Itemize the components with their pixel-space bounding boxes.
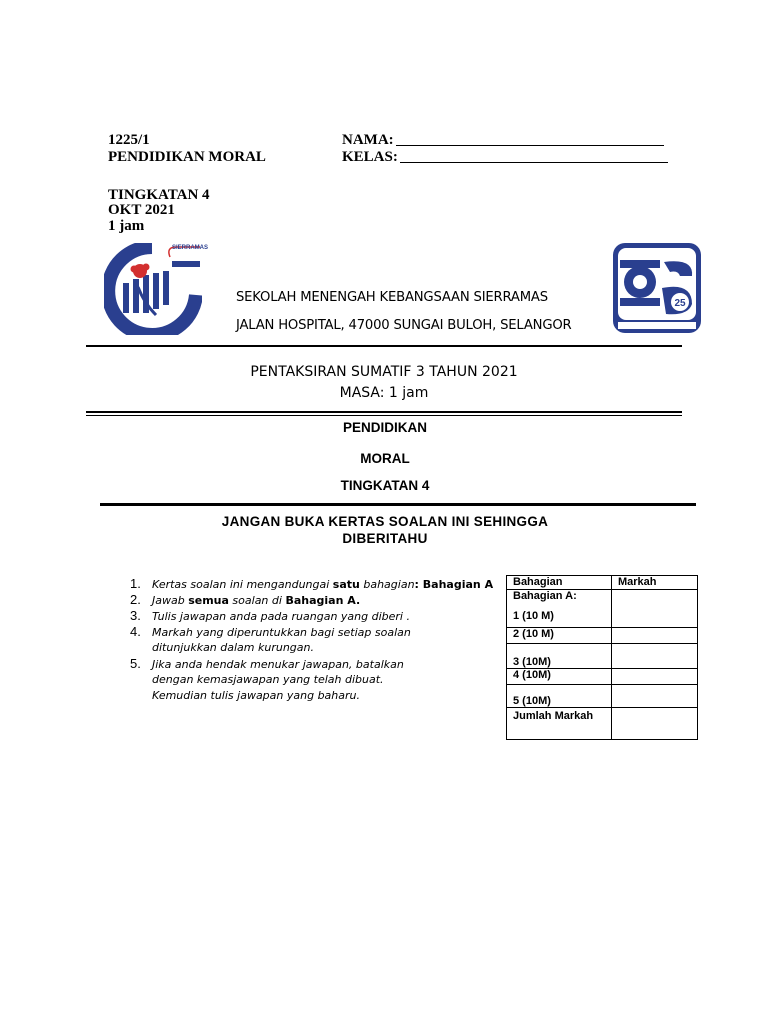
mark-cell[interactable] [612, 644, 698, 669]
instruction-text: Markah yang diperuntukkan bagi setiap soalan [152, 626, 411, 639]
instruction-number: 5. [130, 656, 141, 671]
divider [86, 411, 682, 413]
divider [86, 415, 682, 416]
instruction-number: 3. [130, 608, 141, 623]
subject-line-2: MORAL [360, 451, 410, 466]
warning-line-1: JANGAN BUKA KERTAS SOALAN INI SEHINGGA [221, 514, 549, 529]
subject-line-3: TINGKATAN 4 [340, 478, 430, 493]
table-header-row [507, 576, 698, 590]
warning-line-2: DIBERITAHU [342, 531, 428, 546]
table-row [507, 590, 698, 628]
table-cell: 4 (10M) [507, 669, 612, 685]
instruction-text: bahagian [359, 578, 415, 591]
divider [86, 345, 682, 347]
warning-text [190, 513, 580, 547]
table-cell: 2 (10 M) [507, 628, 612, 644]
class-line[interactable] [400, 149, 668, 163]
table-header: Markah [612, 576, 698, 590]
table-row [507, 685, 698, 708]
instruction-number: 2. [130, 592, 141, 607]
total-mark-cell[interactable] [612, 708, 698, 740]
section-label: Bahagian A: [513, 590, 577, 602]
mark-cell[interactable] [612, 669, 698, 685]
instruction-text: Jika anda hendak menukar jawapan, batalkan [152, 658, 404, 671]
instruction-item [130, 656, 404, 673]
name-label: NAMA: [342, 132, 394, 148]
table-cell: Jumlah Markah [507, 708, 612, 740]
instruction-emphasis: Bahagian A. [285, 594, 361, 607]
subject-line-1: PENDIDIKAN [342, 420, 427, 435]
table-cell [507, 590, 612, 628]
table-header: Bahagian [507, 576, 612, 590]
table-cell: 5 (10M) [507, 685, 612, 708]
instruction-continuation: Kemudian tulis jawapan yang baharu. [152, 689, 361, 702]
table-row [507, 628, 698, 644]
logo-year: 2011 [178, 255, 189, 261]
badge-number: 25 [674, 298, 686, 309]
class-label: KELAS: [342, 149, 398, 165]
logo-text: SIERRAMAS [172, 245, 209, 251]
paper-code: 1225/1 [108, 132, 150, 148]
table-cell: 3 (10M) [507, 644, 612, 669]
mark-cell[interactable] [612, 628, 698, 644]
instruction-emphasis: satu [332, 578, 360, 591]
assessment-title: PENTAKSIRAN SUMATIF 3 TAHUN 2021 [250, 364, 518, 380]
class-field[interactable] [342, 149, 668, 166]
paper-form: TINGKATAN 4 [108, 187, 210, 203]
instruction-number: 1. [130, 576, 141, 591]
school-name: SEKOLAH MENENGAH KEBANGSAAN SIERRAMAS [236, 290, 548, 305]
instruction-item [130, 624, 411, 641]
school-address: JALAN HOSPITAL, 47000 SUNGAI BULOH, SELANGOR [236, 318, 572, 333]
table-row [507, 644, 698, 669]
name-line[interactable] [396, 132, 664, 146]
instruction-text: Kertas soalan ini mengandungai [152, 578, 333, 591]
instruction-text: Tulis jawapan anda pada ruangan yang diberi . [152, 610, 410, 623]
instruction-emphasis: semua [188, 594, 229, 607]
instruction-continuation: dengan kemasjawapan yang telah dibuat. [152, 673, 384, 686]
instruction-emphasis: : Bahagian A [414, 578, 494, 591]
transformation-badge-icon [612, 242, 702, 334]
name-field[interactable] [342, 132, 664, 149]
instruction-text: soalan di [228, 594, 286, 607]
instruction-number: 4. [130, 624, 141, 639]
instruction-continuation: ditunjukkan dalam kurungan. [152, 641, 315, 654]
paper-date: OKT 2021 [108, 202, 175, 218]
instruction-item [130, 592, 360, 609]
mark-cell[interactable] [612, 685, 698, 708]
mark-cell[interactable] [612, 590, 698, 628]
table-row [507, 669, 698, 685]
question-label: 1 (10 M) [513, 610, 554, 622]
instruction-text: Jawab [152, 594, 189, 607]
assessment-time: MASA: 1 jam [339, 385, 429, 401]
instruction-item [130, 608, 410, 625]
paper-duration: 1 jam [108, 218, 145, 234]
instruction-item [130, 576, 493, 593]
divider [100, 503, 696, 506]
marks-table [506, 575, 698, 740]
table-row [507, 708, 698, 740]
paper-subject: PENDIDIKAN MORAL [108, 149, 266, 165]
